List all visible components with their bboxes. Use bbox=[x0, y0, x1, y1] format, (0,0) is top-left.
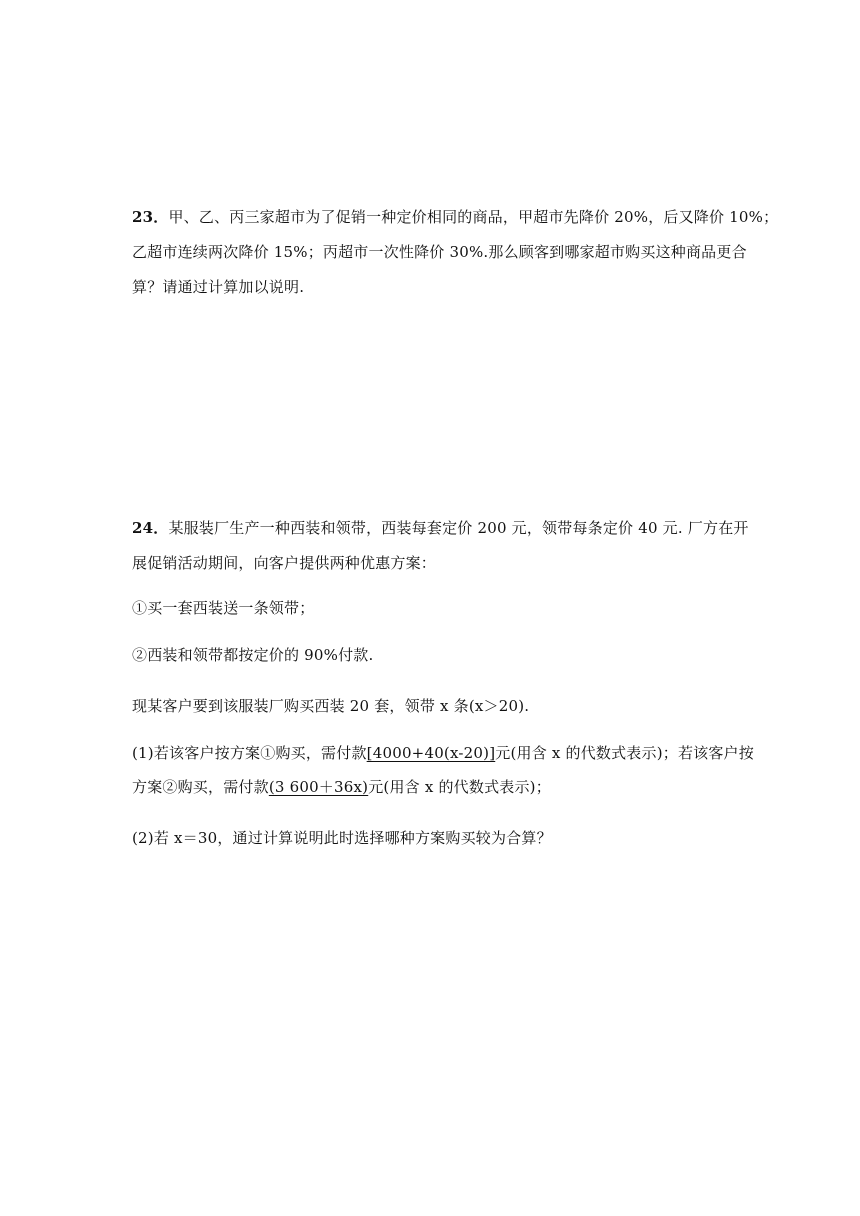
q24-option-1 bbox=[132, 598, 314, 618]
q24-option-1-text: ①买一套西装送一条领带； bbox=[132, 599, 315, 617]
q24-part1-line-1 bbox=[132, 743, 754, 763]
q24-part1-answer-1: [4000+40(x-20)] bbox=[366, 744, 496, 762]
q24-number: 24 bbox=[132, 519, 154, 537]
q24-line-1 bbox=[132, 518, 749, 538]
q23-line-3 bbox=[132, 277, 304, 297]
q24-part1-middle: 元(用含 x 的代数式表示)；若该客户按 bbox=[495, 744, 754, 762]
q24-condition bbox=[132, 696, 529, 716]
q23-separator: ． bbox=[153, 208, 169, 226]
q24-condition-text: 现某客户要到该服装厂购买西装 20 套，领带 x 条(x＞20). bbox=[132, 697, 530, 715]
q24-text-2: 展促销活动期间，向客户提供两种优惠方案： bbox=[132, 554, 437, 572]
q23-line-2 bbox=[132, 242, 747, 262]
q24-part1-line2-suffix: 元(用含 x 的代数式表示)； bbox=[368, 778, 551, 796]
q24-part2 bbox=[132, 828, 552, 848]
q24-part1-answer-2: (3 600＋36x) bbox=[268, 778, 369, 796]
q24-option-2 bbox=[132, 645, 373, 665]
q24-part1-line2-prefix: 方案②购买，需付款 bbox=[132, 778, 269, 796]
q23-line-1 bbox=[132, 207, 778, 227]
q24-part2-text: (2)若 x＝30，通过计算说明此时选择哪种方案购买较为合算？ bbox=[132, 829, 552, 847]
q23-text-3: 算？请通过计算加以说明. bbox=[132, 278, 305, 296]
q24-part1-line-2 bbox=[132, 777, 551, 797]
q24-option-2-text: ②西装和领带都按定价的 90%付款. bbox=[132, 646, 374, 664]
q24-text-1: 某服装厂生产一种西装和领带，西装每套定价 200 元，领带每条定价 40 元. 厂方在开 bbox=[168, 519, 749, 537]
q24-part1-prefix: (1)若该客户按方案①购买，需付款 bbox=[132, 744, 367, 762]
q23-text-1: 甲、乙、丙三家超市为了促销一种定价相同的商品，甲超市先降价 20%，后又降价 10%； bbox=[168, 208, 779, 226]
q24-separator: ． bbox=[153, 519, 169, 537]
q24-line-2 bbox=[132, 553, 436, 573]
q23-text-2: 乙超市连续两次降价 15%；丙超市一次性降价 30%.那么顾客到哪家超市购买这种商品更合 bbox=[132, 243, 747, 261]
q23-number: 23 bbox=[132, 208, 154, 226]
